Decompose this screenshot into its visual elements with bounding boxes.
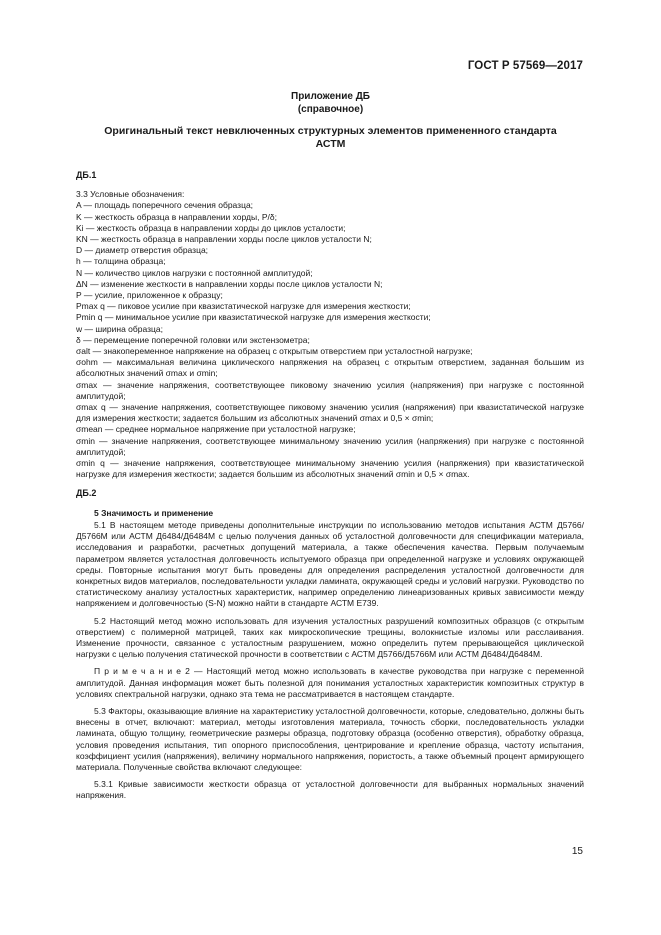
paragraph: 5.3 Факторы, оказывающие влияние на характеристику усталостной долговечности, которые, следовательно, должны быть внесены в отчет, включают: материал, методы изготовления материала, точность сборки, последовательность укладки ламината, общую толщину, геометрические размеры образца, подготовку образца (особенно отверстия), обработку образца, условия проведения испытания, тип опорного приспособления, центрирование и крепление образца, частоту испытания, коэффициент усилия (напряжения), величину нормального напряжения, пористость, а также объемный процент армирующего материала. Полученные свойства включают следующее: [76,705,584,772]
definition-item: σmean — среднее нормальное напряжение при усталостной нагрузке; [76,424,356,435]
paragraph: 5.3.1 Кривые зависимости жесткости образца от усталостной долговечности для выбранных нормальных значений напряжения. [76,779,584,801]
definition-item: D — диаметр отверстия образца; [76,245,209,256]
definition-item: σohm — максимальная величина циклического напряжения на образец с открытым отверстием, заданная большим из абсолютных значений σmax и σmin; [76,357,584,379]
definition-item: Ki — жесткость образца в направлении хорды до циклов усталости; [76,222,346,233]
definition-item: Pmin q — минимальное усилие при квазистатической нагрузке для измерения жесткости; [76,312,431,323]
appendix-title: Приложение ДБ [291,91,370,102]
appendix-subtitle: (справочное) [297,104,364,115]
definition-item: δ — перемещение поперечной головки или экстензометра; [76,334,310,345]
section-label-db2: ДБ.2 [76,488,97,499]
definition-item: σmax q — значение напряжения, соответствующее пиковому значению усилия (напряжения) при квазистатической нагрузке для измерения жесткости; задается большим из абсолютных значений σmax и 0,5 × σmin; [76,402,584,424]
paragraph: 5.1 В настоящем методе приведены дополнительные инструкции по использованию методов испытания АСТМ Д5766/Д5766М или АСТМ Д6484/Д6484М с целью получения данных об усталостной долговечности для спецификации материала, исследования и разработки, расчетных допущений материала, а также обеспечения качества. Первым получаемым параметром является усталостная долговечность испытуемого образца при определенной нагрузке и условиях окружающей среды. Повторные испытания могут быть проведены для определения распределения усталостной долговечности для конкретных видов материалов, последовательности укладки ламината, окружающей среды и условий нагрузки. Руководство по статистическому анализу усталостных характеристик, например определению линеаризованных кривых зависимости между напряжением и долговечностью (S-N) можно найти в стандарте АСТМ Е739. [76,519,584,609]
section-subtitle: 5 Значимость и применение [94,507,214,518]
definition-item: P — усилие, приложенное к образцу; [76,290,223,301]
definition-item: N — количество циклов нагрузки с постоянной амплитудой; [76,267,313,278]
definition-item: A — площадь поперечного сечения образца; [76,200,254,211]
page-number: 15 [571,846,583,857]
definition-item: ΔN — изменение жесткости в направлении хорды после циклов усталости N; [76,278,383,289]
definition-item: w — ширина образца; [76,323,163,334]
document-body [76,170,584,808]
definition-item: σalt — знакопеременное напряжение на образец с открытым отверстием при усталостной нагрузке; [76,346,473,357]
note-paragraph: П р и м е ч а н и е 2 — Настоящий метод можно использовать в качестве руководства при нагрузке с переменной амплитудой. Данная информация может быть полезной для понимания усталостных характеристик композитных структур в условиях спектральной нагрузки, однако эта тема не рассматривается в настоящем стандарте. [76,666,584,699]
definition-item: h — толщина образца; [76,256,166,267]
document-heading: Оригинальный текст невключенных структурных элементов примененного стандарта АСТМ [104,125,557,150]
definition-item: σmin q — значение напряжения, соответствующее минимальному значению усилия (напряжения) при квазистатической нагрузке для измерения жесткости; задается большим из абсолютных значений σmin и 0,5 × σmax. [76,458,584,480]
paragraph: 5.2 Настоящий метод можно использовать для изучения усталостных разрушений композитных образцов (с открытым отверстием) с полимерной матрицей, таких как микроскопические трещины, волокнистые изломы или расслаивания. Изменение прочности, связанное с усталостным разрушением, можно определить путем прерывающейся циклической нагрузки с целью получения статической прочности в соответствии с АСТМ Д5766/Д5766М или АСТМ Д6484/Д6484М. [76,615,584,660]
definition-item: σmax — значение напряжения, соответствующее пиковому значению усилия (напряжения) при нагрузке с постоянной амплитудой; [76,379,584,401]
definition-list [76,200,584,480]
definitions-intro: 3.3 Условные обозначения: [76,189,185,200]
definition-item: KN — жесткость образца в направлении хорды после циклов усталости N; [76,234,372,245]
definition-item: Pmax q — пиковое усилие при квазистатической нагрузке для измерения жесткости; [76,301,411,312]
standard-number: ГОСТ Р 57569—2017 [467,60,583,72]
definition-item: K — жесткость образца в направлении хорды, P/δ; [76,211,277,222]
section-label-db1: ДБ.1 [76,170,97,180]
definition-item: σmin — значение напряжения, соответствующее минимальному значению усилия (напряжения) при нагрузке с постоянной амплитудой; [76,435,584,457]
